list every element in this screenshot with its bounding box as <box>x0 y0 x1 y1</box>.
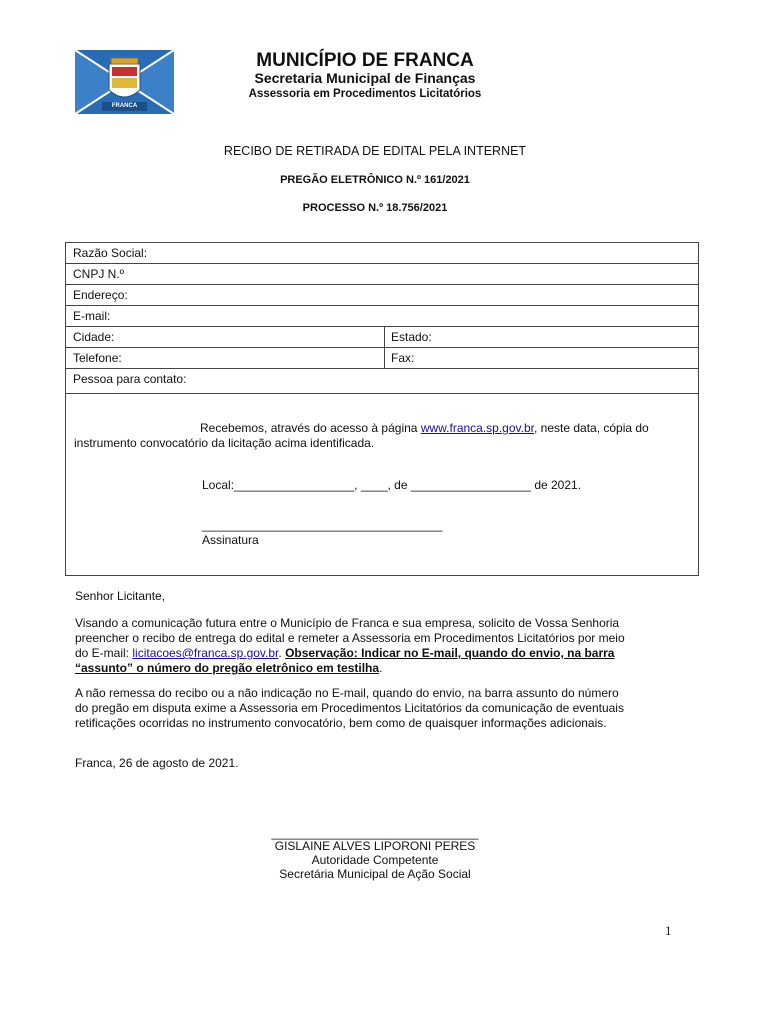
p2-line2: do pregão em disputa exime a Assessoria em Procedimentos Licitatórios da comunicação de eventuais <box>75 701 624 715</box>
p2-line3: retificações ocorridas no instrumento convocatório, bem como de quaisquer informações adicionais. <box>75 716 607 730</box>
razao-social-label: Razão Social: <box>73 246 148 260</box>
logo-text: FRANCA <box>111 103 138 109</box>
recibo-text-line2: instrumento convocatório da licitação acima identificada. <box>74 436 375 450</box>
document-title: RECIBO DE RETIRADA DE EDITAL PELA INTERNET <box>223 144 527 158</box>
row-contato <box>66 369 698 394</box>
row-telefone-fax <box>66 348 698 369</box>
page-number: 1 <box>665 923 672 938</box>
row-endereco <box>66 285 698 306</box>
municipality-title: MUNICÍPIO DE FRANCA <box>256 50 474 71</box>
date-place: Franca, 26 de agosto de 2021. <box>75 756 239 770</box>
email-link[interactable]: licitacoes@franca.sp.gov.br <box>132 646 279 660</box>
authority-signature-line: _______________________________ <box>271 826 479 840</box>
row-cnpj <box>66 264 698 285</box>
greeting: Senhor Licitante, <box>75 589 166 603</box>
p1-line3-start: do E-mail: <box>75 646 133 660</box>
row-cidade-estado <box>66 327 698 348</box>
recibo-text-start: Recebemos, através do acesso à página <box>200 421 421 435</box>
paragraph-disclaimer <box>75 686 675 731</box>
authority-name: GISLAINE ALVES LIPORONI PERES <box>274 839 476 853</box>
secretariat-subtitle: Secretaria Municipal de Finanças <box>254 70 476 86</box>
p1-line2: preencher o recibo de entrega do edital e remeter a Assessoria em Procedimentos Licitatórios por meio <box>75 631 625 645</box>
signature-label: Assinatura <box>202 533 259 547</box>
p1-line1: Visando a comunicação futura entre o Município de Franca e sua empresa, solicito de Vossa Senhoria <box>75 616 620 630</box>
email-label: E-mail: <box>73 309 111 323</box>
row-razao-social <box>66 243 698 264</box>
website-link[interactable]: www.franca.sp.gov.br <box>420 421 534 435</box>
franca-logo <box>75 50 174 114</box>
recibo-statement <box>74 421 690 451</box>
observation-text-cont: “assunto” o número do pregão eletrônico em testilha <box>75 661 380 675</box>
processo-number: PROCESSO N.º 18.756/2021 <box>302 202 448 214</box>
pregao-number: PREGÃO ELETRÔNICO N.º 161/2021 <box>280 174 470 186</box>
endereco-label: Endereço: <box>73 288 128 302</box>
authority-role: Autoridade Competente <box>311 853 439 867</box>
contato-label: Pessoa para contato: <box>73 372 187 386</box>
estado-label: Estado: <box>391 330 432 344</box>
paragraph-instructions <box>75 616 675 676</box>
column-divider <box>384 348 385 368</box>
p1-line4-end: . <box>379 661 383 675</box>
receipt-form <box>65 242 699 576</box>
recibo-text-end: , neste data, cópia do <box>533 421 649 435</box>
column-divider <box>384 327 385 347</box>
signature-line: ____________________________________ <box>202 518 443 532</box>
observation-text: Observação: Indicar no E-mail, quando do envio, na barra <box>285 646 615 660</box>
row-email <box>66 306 698 327</box>
department-subtitle: Assessoria em Procedimentos Licitatórios <box>248 88 482 100</box>
telefone-label: Telefone: <box>73 351 122 365</box>
cidade-label: Cidade: <box>73 330 115 344</box>
p2-line1: A não remessa do recibo ou a não indicação no E-mail, quando do envio, na barra assunto do número <box>75 686 619 700</box>
fax-label: Fax: <box>391 351 415 365</box>
p1-line3-mid: . <box>278 646 286 660</box>
cnpj-label: CNPJ N.º <box>73 267 125 281</box>
authority-department: Secretária Municipal de Ação Social <box>279 867 471 881</box>
local-date-line: Local:__________________, ____, de __________________ de 2021. <box>202 478 582 492</box>
